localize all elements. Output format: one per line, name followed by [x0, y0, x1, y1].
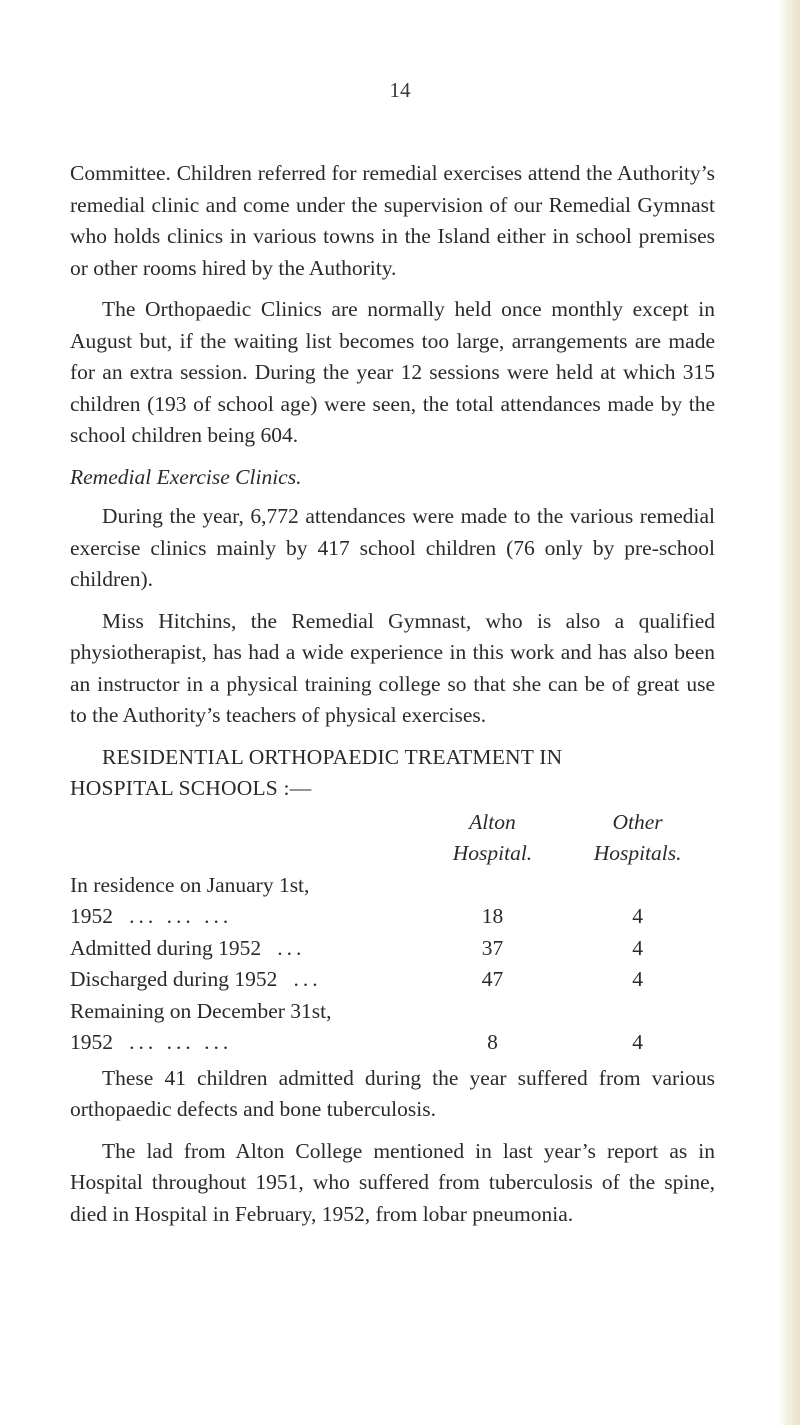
paragraph-committee: Committee. Children referred for remedial exercises attend the Authority’s remedial clinic and come under the supervision of our Remedial Gymnast who holds clinics in various towns in the Island either in school premises or other rooms hired by the Authority.: [70, 161, 715, 280]
paragraph-forty-one-children: These 41 children admitted during the year suffered from various orthopaedic defects and bone tuberculosis.: [70, 1065, 715, 1121]
cell-alton: 47: [481, 967, 504, 991]
heading-residential-line-1: RESIDENTIAL ORTHOPAEDIC TREATMENT IN: [102, 744, 563, 769]
paragraph-orthopaedic-clinics: The Orthopaedic Clinics are normally held once monthly except in August but, if the waiting list becomes too large, arrangements are made for an extra session. During the year 12 sessions were held at which 315 children (193 of school age) were seen, the total attendances made by the school children being 604.: [70, 297, 715, 447]
hospital-schools-table: [70, 807, 715, 1059]
table-header-row: [70, 807, 715, 839]
paragraph-miss-hitchins: Miss Hitchins, the Remedial Gymnast, who is also a qualified physiotherapist, has had a wide experience in this work and has also been an instructor in a physical training college so that she can be of great use to the Authority’s teachers of physical exercises.: [70, 608, 715, 727]
heading-residential-orthopaedic: [70, 742, 715, 805]
table-header-row-2: Hospital. Hospitals.: [452, 841, 682, 865]
column-header-alton: Alton: [469, 809, 516, 834]
cell-other: 4: [632, 904, 643, 928]
cell-other: 4: [632, 1030, 643, 1054]
cell-other: 4: [632, 967, 643, 991]
heading-remedial-exercise-clinics: Remedial Exercise Clinics.: [70, 464, 302, 489]
table-row: Discharged during 1952 ... 47 4: [70, 964, 715, 996]
page-number: 14: [389, 78, 411, 102]
cell-alton: 37: [481, 935, 504, 960]
cell-alton: 18: [481, 904, 504, 928]
heading-residential-line-2: HOSPITAL SCHOOLS :—: [70, 776, 312, 800]
table-row: 1952 ... ... ... 18 4: [70, 901, 715, 933]
cell-other: 4: [632, 935, 643, 960]
page-edge-shadow: [778, 0, 800, 1425]
table-row: Remaining on December 31st,: [70, 998, 332, 1023]
table-row: In residence on January 1st,: [70, 872, 310, 897]
document-body: [70, 158, 715, 1240]
column-header-other: Other: [612, 809, 663, 834]
table-row: 1952 ... ... ... 8 4: [70, 1027, 715, 1059]
paragraph-alton-college-lad: The lad from Alton College mentioned in last year’s report as in Hospital throughout 1951, who suffered from tuberculosis of the spine, died in Hospital in February, 1952, from lobar pneumonia.: [70, 1138, 715, 1226]
paragraph-attendances: During the year, 6,772 attendances were made to the various remedial exercise clinics mainly by 417 school children (76 only by pre-school children).: [70, 504, 715, 591]
table-row: Admitted during 1952 ... 37 4: [70, 933, 715, 965]
cell-alton: 8: [487, 1030, 498, 1054]
